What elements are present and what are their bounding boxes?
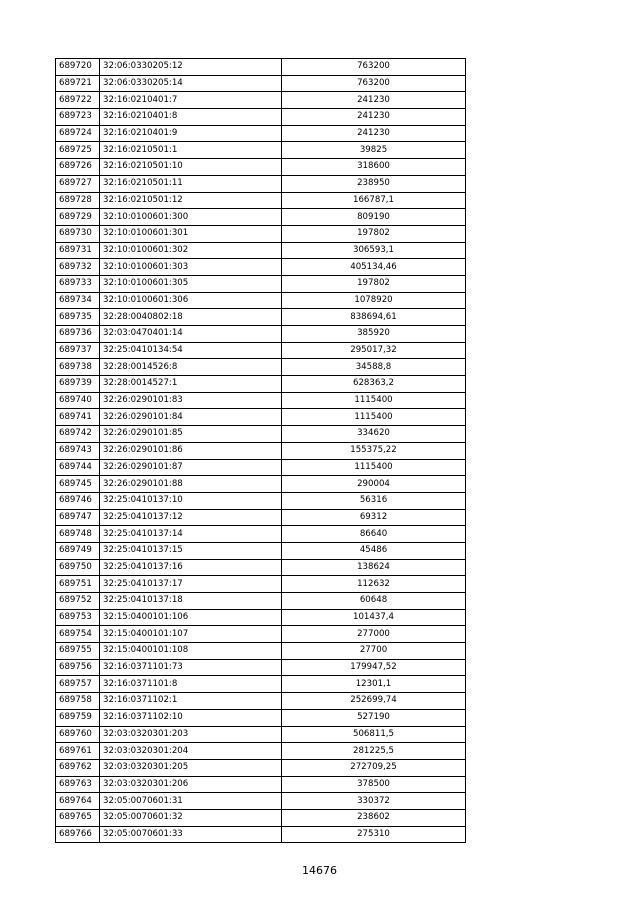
row-id-cell: 689762 [56, 759, 100, 776]
cadastral-value-cell: 56316 [282, 492, 466, 509]
cadastral-value-cell: 241230 [282, 125, 466, 142]
cadastral-value-cell: 197802 [282, 275, 466, 292]
cadastral-number-cell: 32:10:0100601:300 [100, 209, 282, 226]
table-row [56, 59, 466, 76]
cadastral-number-cell: 32:25:0410137:12 [100, 509, 282, 526]
cadastral-value-cell: 101437,4 [282, 609, 466, 626]
row-id-cell: 689753 [56, 609, 100, 626]
cadastral-value-cell: 1115400 [282, 409, 466, 426]
table-body [56, 59, 466, 843]
cadastral-number-cell: 32:25:0410137:14 [100, 526, 282, 543]
cadastral-value-cell: 378500 [282, 776, 466, 793]
row-id-cell: 689733 [56, 275, 100, 292]
cadastral-number-cell: 32:03:0320301:206 [100, 776, 282, 793]
row-id-cell: 689738 [56, 359, 100, 376]
row-id-cell: 689754 [56, 626, 100, 643]
cadastral-value-cell: 34588,8 [282, 359, 466, 376]
table-row [56, 659, 466, 676]
cadastral-number-cell: 32:28:0014526:8 [100, 359, 282, 376]
table-row [56, 359, 466, 376]
cadastral-number-cell: 32:10:0100601:302 [100, 242, 282, 259]
row-id-cell: 689734 [56, 292, 100, 309]
cadastral-value-cell: 306593,1 [282, 242, 466, 259]
cadastral-number-cell: 32:25:0410137:17 [100, 576, 282, 593]
cadastral-value-cell: 197802 [282, 225, 466, 242]
cadastral-value-cell: 238602 [282, 809, 466, 826]
cadastral-number-cell: 32:03:0320301:204 [100, 743, 282, 760]
cadastral-value-cell: 12301,1 [282, 676, 466, 693]
cadastral-value-cell: 39825 [282, 142, 466, 159]
cadastral-number-cell: 32:25:0410137:18 [100, 593, 282, 610]
row-id-cell: 689743 [56, 442, 100, 459]
cadastral-number-cell: 32:15:0400101:108 [100, 643, 282, 660]
cadastral-number-cell: 32:16:0371102:10 [100, 709, 282, 726]
table-row [56, 175, 466, 192]
cadastral-value-cell: 277000 [282, 626, 466, 643]
table-row [56, 392, 466, 409]
row-id-cell: 689763 [56, 776, 100, 793]
cadastral-number-cell: 32:16:0371101:8 [100, 676, 282, 693]
cadastral-number-cell: 32:16:0210501:11 [100, 175, 282, 192]
table-row [56, 292, 466, 309]
cadastral-value-cell: 112632 [282, 576, 466, 593]
table-row [56, 326, 466, 343]
page-number: 14676 [302, 864, 337, 877]
row-id-cell: 689728 [56, 192, 100, 209]
row-id-cell: 689732 [56, 259, 100, 276]
cadastral-number-cell: 32:25:0410137:10 [100, 492, 282, 509]
cadastral-number-cell: 32:05:0070601:32 [100, 809, 282, 826]
cadastral-number-cell: 32:06:0330205:14 [100, 75, 282, 92]
cadastral-value-cell: 506811,5 [282, 726, 466, 743]
row-id-cell: 689724 [56, 125, 100, 142]
cadastral-number-cell: 32:05:0070601:33 [100, 826, 282, 843]
cadastral-number-cell: 32:26:0290101:88 [100, 476, 282, 493]
row-id-cell: 689739 [56, 376, 100, 393]
cadastral-number-cell: 32:16:0210401:7 [100, 92, 282, 109]
cadastral-number-cell: 32:10:0100601:303 [100, 259, 282, 276]
table-row [56, 442, 466, 459]
row-id-cell: 689742 [56, 426, 100, 443]
row-id-cell: 689760 [56, 726, 100, 743]
cadastral-number-cell: 32:28:0014527:1 [100, 376, 282, 393]
row-id-cell: 689735 [56, 309, 100, 326]
table-row [56, 759, 466, 776]
table-row [56, 726, 466, 743]
cadastral-number-cell: 32:03:0320301:205 [100, 759, 282, 776]
cadastral-value-cell: 527190 [282, 709, 466, 726]
cadastral-number-cell: 32:16:0371101:73 [100, 659, 282, 676]
row-id-cell: 689736 [56, 326, 100, 343]
table-row [56, 626, 466, 643]
cadastral-value-cell: 69312 [282, 509, 466, 526]
cadastral-value-cell: 318600 [282, 159, 466, 176]
cadastral-value-cell: 241230 [282, 92, 466, 109]
cadastral-value-cell: 166787,1 [282, 192, 466, 209]
cadastral-number-cell: 32:16:0210401:8 [100, 109, 282, 126]
table-row [56, 309, 466, 326]
cadastral-number-cell: 32:03:0320301:203 [100, 726, 282, 743]
row-id-cell: 689722 [56, 92, 100, 109]
cadastral-value-cell: 628363,2 [282, 376, 466, 393]
cadastral-value-cell: 179947,52 [282, 659, 466, 676]
cadastral-number-cell: 32:26:0290101:87 [100, 459, 282, 476]
table-row [56, 92, 466, 109]
cadastral-value-cell: 1115400 [282, 392, 466, 409]
row-id-cell: 689731 [56, 242, 100, 259]
cadastral-number-cell: 32:28:0040802:18 [100, 309, 282, 326]
table-row [56, 275, 466, 292]
row-id-cell: 689765 [56, 809, 100, 826]
cadastral-number-cell: 32:10:0100601:305 [100, 275, 282, 292]
cadastral-number-cell: 32:25:0410137:15 [100, 542, 282, 559]
cadastral-number-cell: 32:03:0470401:14 [100, 326, 282, 343]
row-id-cell: 689730 [56, 225, 100, 242]
row-id-cell: 689748 [56, 526, 100, 543]
row-id-cell: 689721 [56, 75, 100, 92]
row-id-cell: 689757 [56, 676, 100, 693]
cadastral-number-cell: 32:16:0210501:12 [100, 192, 282, 209]
table-row [56, 125, 466, 142]
table-row [56, 743, 466, 760]
cadastral-number-cell: 32:26:0290101:86 [100, 442, 282, 459]
table-row [56, 409, 466, 426]
table-row [56, 342, 466, 359]
table-row [56, 109, 466, 126]
cadastral-value-cell: 290004 [282, 476, 466, 493]
table-row [56, 826, 466, 843]
cadastral-value-cell: 763200 [282, 75, 466, 92]
cadastral-number-cell: 32:10:0100601:301 [100, 225, 282, 242]
row-id-cell: 689766 [56, 826, 100, 843]
cadastral-number-cell: 32:15:0400101:106 [100, 609, 282, 626]
row-id-cell: 689746 [56, 492, 100, 509]
cadastral-value-cell: 330372 [282, 793, 466, 810]
row-id-cell: 689744 [56, 459, 100, 476]
cadastral-value-cell: 295017,32 [282, 342, 466, 359]
table-row [56, 75, 466, 92]
cadastral-number-cell: 32:26:0290101:85 [100, 426, 282, 443]
row-id-cell: 689759 [56, 709, 100, 726]
table-row [56, 709, 466, 726]
cadastral-value-cell: 60648 [282, 593, 466, 610]
cadastral-number-cell: 32:16:0210401:9 [100, 125, 282, 142]
table-row [56, 576, 466, 593]
table-row [56, 593, 466, 610]
table-row [56, 225, 466, 242]
table-row [56, 809, 466, 826]
cadastral-number-cell: 32:06:0330205:12 [100, 59, 282, 76]
row-id-cell: 689761 [56, 743, 100, 760]
table-row [56, 492, 466, 509]
table-row [56, 376, 466, 393]
row-id-cell: 689751 [56, 576, 100, 593]
row-id-cell: 689720 [56, 59, 100, 76]
cadastral-value-cell: 252699,74 [282, 693, 466, 710]
cadastral-value-cell: 238950 [282, 175, 466, 192]
cadastral-value-cell: 334620 [282, 426, 466, 443]
cadastral-number-cell: 32:16:0210501:10 [100, 159, 282, 176]
cadastral-value-cell: 272709,25 [282, 759, 466, 776]
table-row [56, 693, 466, 710]
table-row [56, 159, 466, 176]
row-id-cell: 689752 [56, 593, 100, 610]
cadastral-value-cell: 275310 [282, 826, 466, 843]
table-row [56, 793, 466, 810]
cadastral-value-table [55, 58, 466, 843]
table-row [56, 509, 466, 526]
cadastral-value-cell: 385920 [282, 326, 466, 343]
row-id-cell: 689758 [56, 693, 100, 710]
table-row [56, 259, 466, 276]
cadastral-number-cell: 32:15:0400101:107 [100, 626, 282, 643]
cadastral-value-cell: 405134,46 [282, 259, 466, 276]
row-id-cell: 689727 [56, 175, 100, 192]
cadastral-value-cell: 27700 [282, 643, 466, 660]
cadastral-number-cell: 32:26:0290101:83 [100, 392, 282, 409]
table-row [56, 609, 466, 626]
row-id-cell: 689749 [56, 542, 100, 559]
cadastral-number-cell: 32:16:0210501:1 [100, 142, 282, 159]
row-id-cell: 689737 [56, 342, 100, 359]
table-row [56, 542, 466, 559]
row-id-cell: 689729 [56, 209, 100, 226]
cadastral-value-cell: 1078920 [282, 292, 466, 309]
cadastral-number-cell: 32:05:0070601:31 [100, 793, 282, 810]
row-id-cell: 689756 [56, 659, 100, 676]
row-id-cell: 689745 [56, 476, 100, 493]
table-row [56, 426, 466, 443]
table-row [56, 643, 466, 660]
cadastral-value-cell: 86640 [282, 526, 466, 543]
cadastral-number-cell: 32:25:0410134:54 [100, 342, 282, 359]
cadastral-value-cell: 1115400 [282, 459, 466, 476]
cadastral-value-cell: 281225,5 [282, 743, 466, 760]
table-row [56, 526, 466, 543]
cadastral-value-cell: 838694,61 [282, 309, 466, 326]
table-row [56, 242, 466, 259]
table-row [56, 192, 466, 209]
cadastral-value-cell: 809190 [282, 209, 466, 226]
cadastral-value-cell: 155375,22 [282, 442, 466, 459]
cadastral-number-cell: 32:25:0410137:16 [100, 559, 282, 576]
table-row [56, 459, 466, 476]
table-row [56, 142, 466, 159]
table-row [56, 776, 466, 793]
cadastral-value-cell: 241230 [282, 109, 466, 126]
row-id-cell: 689750 [56, 559, 100, 576]
table-row [56, 209, 466, 226]
cadastral-value-cell: 138624 [282, 559, 466, 576]
row-id-cell: 689755 [56, 643, 100, 660]
cadastral-value-cell: 45486 [282, 542, 466, 559]
row-id-cell: 689725 [56, 142, 100, 159]
row-id-cell: 689726 [56, 159, 100, 176]
row-id-cell: 689764 [56, 793, 100, 810]
row-id-cell: 689740 [56, 392, 100, 409]
table-row [56, 476, 466, 493]
cadastral-number-cell: 32:16:0371102:1 [100, 693, 282, 710]
cadastral-value-cell: 763200 [282, 59, 466, 76]
table-row [56, 676, 466, 693]
table-row [56, 559, 466, 576]
row-id-cell: 689723 [56, 109, 100, 126]
row-id-cell: 689741 [56, 409, 100, 426]
cadastral-number-cell: 32:26:0290101:84 [100, 409, 282, 426]
cadastral-number-cell: 32:10:0100601:306 [100, 292, 282, 309]
row-id-cell: 689747 [56, 509, 100, 526]
